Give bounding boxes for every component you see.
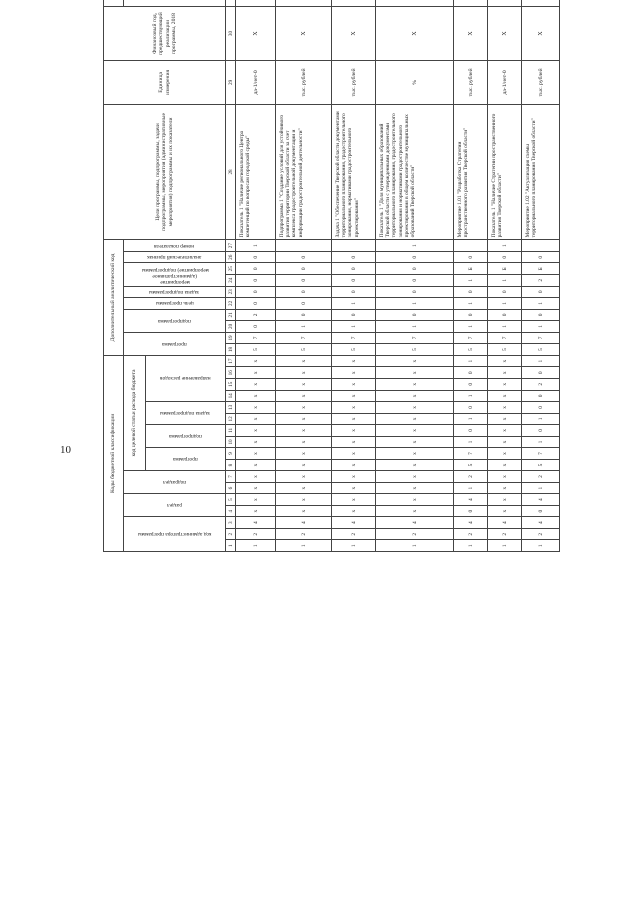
subprogram-header: подпрограмма bbox=[146, 425, 226, 448]
code-cell: x bbox=[332, 425, 376, 437]
code-cell: 1 bbox=[376, 298, 454, 310]
code-cell: 5 bbox=[276, 344, 332, 356]
code-cell: Б bbox=[454, 263, 488, 275]
table-row bbox=[488, 0, 522, 552]
row-name: Мероприятие 1.01 "Разработка Стратегии пространственного развития Тверской области" bbox=[454, 104, 488, 240]
code-cell: x bbox=[376, 425, 454, 437]
code-cell: 0 bbox=[236, 251, 276, 263]
code-cell: 0 bbox=[454, 505, 488, 517]
code-cell: 0 bbox=[454, 367, 488, 379]
code-cell: x bbox=[236, 402, 276, 414]
code-cell: 4 bbox=[454, 494, 488, 506]
code-cell: 2 bbox=[332, 528, 376, 540]
code-cell: 1 bbox=[454, 390, 488, 402]
code-cell: x bbox=[276, 367, 332, 379]
code-cell: 0 bbox=[488, 251, 522, 263]
code-cell: 0 bbox=[522, 402, 560, 414]
code-cell: 2 bbox=[376, 528, 454, 540]
code-cell: 2 bbox=[454, 471, 488, 483]
code-cell: 0 bbox=[454, 286, 488, 298]
code-cell: x bbox=[236, 379, 276, 391]
code-cell: x bbox=[236, 448, 276, 460]
code-cell: 1 bbox=[236, 240, 276, 252]
code-cell: 0 bbox=[276, 263, 332, 275]
column-number: 2 bbox=[226, 528, 236, 540]
code-cell: 0 bbox=[376, 275, 454, 287]
code-cell: 1 bbox=[454, 298, 488, 310]
code-cell: x bbox=[488, 390, 522, 402]
code-cell: x bbox=[488, 459, 522, 471]
code-cell: 0 bbox=[376, 286, 454, 298]
code-cell: x bbox=[488, 471, 522, 483]
code-cell: 2 bbox=[522, 275, 560, 287]
code-cell: 7 bbox=[522, 332, 560, 344]
years-group-header bbox=[104, 0, 124, 6]
code-cell: x bbox=[332, 482, 376, 494]
row-unit: тыс. рублей bbox=[454, 61, 488, 104]
target-code-header: код целевой статьи расхода бюджета bbox=[124, 355, 146, 471]
code-cell: 0 bbox=[376, 251, 454, 263]
row-unit: тыс. рублей bbox=[276, 61, 332, 104]
code-cell: x bbox=[332, 379, 376, 391]
code-cell: x bbox=[376, 448, 454, 460]
table-frame bbox=[103, 12, 619, 881]
code-cell: x bbox=[332, 367, 376, 379]
program-table bbox=[103, 0, 560, 552]
code-cell: 0 bbox=[488, 286, 522, 298]
code-cell: x bbox=[488, 413, 522, 425]
code-cell: x bbox=[276, 459, 332, 471]
code-cell: x bbox=[236, 471, 276, 483]
code-cell: 0 bbox=[236, 286, 276, 298]
code-cell: x bbox=[332, 471, 376, 483]
code-cell: x bbox=[332, 390, 376, 402]
row-unit: тыс. рублей bbox=[332, 61, 376, 104]
table-row bbox=[376, 0, 454, 552]
code-cell: 1 bbox=[332, 540, 376, 552]
code-cell: 1 bbox=[488, 321, 522, 333]
code-cell: 4 bbox=[522, 494, 560, 506]
code-cell: x bbox=[276, 355, 332, 367]
column-number: 1 bbox=[226, 540, 236, 552]
column-number: 12 bbox=[226, 413, 236, 425]
code-cell: 1 bbox=[454, 436, 488, 448]
code-cell: 0 bbox=[236, 275, 276, 287]
code-cell: 0 bbox=[454, 402, 488, 414]
code-cell: x bbox=[376, 482, 454, 494]
code-cell: 1 bbox=[332, 321, 376, 333]
column-number: 9 bbox=[226, 448, 236, 460]
code-cell: x bbox=[276, 413, 332, 425]
code-cell: 0 bbox=[236, 298, 276, 310]
column-number: 11 bbox=[226, 425, 236, 437]
code-cell: x bbox=[376, 379, 454, 391]
code-cell: 4 bbox=[522, 517, 560, 529]
task-header: задача подпрограммы bbox=[146, 402, 226, 425]
code-cell bbox=[332, 240, 376, 252]
code-cell: 0 bbox=[276, 251, 332, 263]
code-cell: x bbox=[276, 402, 332, 414]
code-cell: x bbox=[332, 413, 376, 425]
unit-header: Единица измерения bbox=[104, 61, 226, 104]
year-value bbox=[332, 0, 376, 6]
code-cell bbox=[522, 240, 560, 252]
column-number: 29 bbox=[226, 61, 236, 104]
code-cell: 0 bbox=[488, 309, 522, 321]
row-name: Мероприятие 1.02 "Актуализация схемы территориального планирования Тверской области" bbox=[522, 104, 560, 240]
subsection-header: подраздел bbox=[124, 471, 226, 494]
code-cell: 0 bbox=[236, 263, 276, 275]
column-number: 4 bbox=[226, 505, 236, 517]
column-number: 24 bbox=[226, 275, 236, 287]
code-cell: 0 bbox=[454, 251, 488, 263]
code-cell: 7 bbox=[236, 332, 276, 344]
code-cell: 5 bbox=[522, 344, 560, 356]
table-row bbox=[332, 0, 376, 552]
code-cell: x bbox=[332, 436, 376, 448]
code-cell: 4 bbox=[454, 517, 488, 529]
code-cell: 1 bbox=[522, 540, 560, 552]
a-program-header: программа bbox=[124, 332, 226, 355]
code-cell: x bbox=[276, 436, 332, 448]
code-cell: 1 bbox=[488, 298, 522, 310]
column-number: 8 bbox=[226, 459, 236, 471]
code-cell: 2 bbox=[236, 309, 276, 321]
column-numbers-row bbox=[226, 0, 236, 552]
code-cell: 2 bbox=[236, 528, 276, 540]
year-value bbox=[488, 0, 522, 6]
code-cell: x bbox=[488, 355, 522, 367]
column-number: 6 bbox=[226, 482, 236, 494]
code-cell: x bbox=[276, 390, 332, 402]
code-cell: 0 bbox=[522, 309, 560, 321]
code-cell: 4 bbox=[376, 517, 454, 529]
code-cell: 7 bbox=[276, 332, 332, 344]
row-unit: тыс. рублей bbox=[522, 61, 560, 104]
code-cell: 7 bbox=[454, 448, 488, 460]
code-cell: 0 bbox=[376, 263, 454, 275]
code-cell: x bbox=[488, 505, 522, 517]
column-number: 20 bbox=[226, 321, 236, 333]
year-value bbox=[522, 0, 560, 6]
year-value bbox=[276, 0, 332, 6]
code-cell: x bbox=[488, 482, 522, 494]
code-cell: 1 bbox=[454, 355, 488, 367]
code-cell: 4 bbox=[332, 517, 376, 529]
code-cell: 1 bbox=[488, 240, 522, 252]
code-cell: x bbox=[332, 459, 376, 471]
code-cell: 1 bbox=[376, 540, 454, 552]
code-cell: 0 bbox=[522, 286, 560, 298]
admin-code-header: код администратора программы bbox=[124, 517, 226, 552]
column-number: 22 bbox=[226, 298, 236, 310]
code-cell: 2 bbox=[488, 528, 522, 540]
year-value bbox=[376, 0, 454, 6]
code-cell: 0 bbox=[522, 505, 560, 517]
code-cell: 0 bbox=[454, 309, 488, 321]
code-cell: 4 bbox=[276, 517, 332, 529]
code-cell bbox=[454, 240, 488, 252]
column-number bbox=[226, 0, 236, 6]
code-cell: 0 bbox=[276, 275, 332, 287]
row-unit: % bbox=[376, 61, 454, 104]
code-cell: x bbox=[276, 505, 332, 517]
code-cell: 0 bbox=[276, 286, 332, 298]
row-unit: да-1/нет-0 bbox=[236, 61, 276, 104]
code-cell: 2 bbox=[522, 471, 560, 483]
code-cell: 5 bbox=[488, 344, 522, 356]
page-number: 10 bbox=[60, 444, 71, 456]
year-2019-header bbox=[124, 0, 226, 6]
row-name: Задача 1 "Обеспечение Тверской области документами территориального планирования, градостроительного зонирования, нормативами градостроительного проектирования" bbox=[332, 104, 376, 240]
year-value bbox=[236, 0, 276, 6]
column-number: 23 bbox=[226, 286, 236, 298]
code-cell: 7 bbox=[488, 332, 522, 344]
row-fin-year: X bbox=[488, 6, 522, 60]
code-cell: x bbox=[488, 436, 522, 448]
code-cell: x bbox=[332, 402, 376, 414]
code-cell: 7 bbox=[522, 448, 560, 460]
column-number: 17 bbox=[226, 355, 236, 367]
code-cell: x bbox=[236, 367, 276, 379]
code-cell: 0 bbox=[332, 275, 376, 287]
code-cell: 1 bbox=[276, 540, 332, 552]
a-task-header: цель программы bbox=[124, 298, 226, 310]
code-cell: x bbox=[488, 425, 522, 437]
direction-header: направление расходов bbox=[146, 355, 226, 401]
table-row bbox=[276, 0, 332, 552]
code-cell: 0 bbox=[276, 309, 332, 321]
code-cell: 0 bbox=[454, 425, 488, 437]
code-cell: 2 bbox=[276, 528, 332, 540]
row-fin-year: X bbox=[376, 6, 454, 60]
code-cell: 1 bbox=[454, 482, 488, 494]
code-cell: 1 bbox=[454, 413, 488, 425]
code-cell: x bbox=[332, 494, 376, 506]
code-cell: 1 bbox=[522, 482, 560, 494]
code-cell: Б bbox=[522, 263, 560, 275]
code-cell: x bbox=[376, 402, 454, 414]
column-number: 16 bbox=[226, 367, 236, 379]
a-task2-header: задача подпрограммы bbox=[124, 286, 226, 298]
code-cell: x bbox=[236, 413, 276, 425]
code-cell: 5 bbox=[454, 459, 488, 471]
budget-classification-header: Коды бюджетной классификации bbox=[104, 355, 124, 551]
fin-year-header: Финансовый год, предшествующий реализации программы, 2018 bbox=[104, 6, 226, 60]
column-number: 27 bbox=[226, 240, 236, 252]
code-cell: x bbox=[236, 390, 276, 402]
table-row bbox=[522, 0, 560, 552]
column-number: 15 bbox=[226, 379, 236, 391]
code-cell: x bbox=[488, 379, 522, 391]
code-cell: 1 bbox=[488, 540, 522, 552]
code-cell bbox=[276, 240, 332, 252]
row-name: Показатель 1 "Доля муниципальных образований Тверской области с утвержденными документами территориального планирования, градостроительного зонирования и нормативами градостроительного проектирования в общем количестве муниципальных образований Тверской области" bbox=[376, 104, 454, 240]
row-name: Показатель 1 "Наличие Стратегии пространственного развития Тверской области" bbox=[488, 104, 522, 240]
a-indicator-header: аналитический признак bbox=[124, 251, 226, 263]
code-cell: 7 bbox=[376, 332, 454, 344]
row-fin-year: X bbox=[454, 6, 488, 60]
code-cell: 2 bbox=[454, 528, 488, 540]
column-number: 25 bbox=[226, 263, 236, 275]
column-number: 14 bbox=[226, 390, 236, 402]
code-cell: 0 bbox=[332, 286, 376, 298]
code-cell: x bbox=[376, 390, 454, 402]
table-row bbox=[236, 0, 276, 552]
code-cell: 5 bbox=[454, 344, 488, 356]
code-cell: x bbox=[236, 482, 276, 494]
code-cell: 0 bbox=[376, 309, 454, 321]
code-cell: 1 bbox=[236, 540, 276, 552]
code-cell: 1 bbox=[454, 275, 488, 287]
table-row bbox=[454, 0, 488, 552]
code-cell: 0 bbox=[276, 298, 332, 310]
code-cell: x bbox=[236, 436, 276, 448]
code-cell: 1 bbox=[454, 540, 488, 552]
column-number: 5 bbox=[226, 494, 236, 506]
code-cell: x bbox=[376, 471, 454, 483]
code-cell: 1 bbox=[522, 298, 560, 310]
code-cell: x bbox=[276, 494, 332, 506]
code-cell: x bbox=[376, 436, 454, 448]
row-fin-year: X bbox=[522, 6, 560, 60]
code-cell: 5 bbox=[376, 344, 454, 356]
column-number: 21 bbox=[226, 309, 236, 321]
program-header: программа bbox=[146, 448, 226, 471]
code-cell: x bbox=[488, 448, 522, 460]
code-cell: 1 bbox=[522, 436, 560, 448]
code-cell: x bbox=[332, 448, 376, 460]
code-cell: 7 bbox=[454, 332, 488, 344]
row-fin-year: X bbox=[236, 6, 276, 60]
code-cell: x bbox=[236, 505, 276, 517]
code-cell: 7 bbox=[332, 332, 376, 344]
code-cell: 2 bbox=[522, 379, 560, 391]
column-number: 13 bbox=[226, 402, 236, 414]
code-cell: 1 bbox=[522, 321, 560, 333]
row-unit: да-1/нет-0 bbox=[488, 61, 522, 104]
code-cell: x bbox=[276, 471, 332, 483]
code-cell: 0 bbox=[332, 251, 376, 263]
code-cell: x bbox=[376, 355, 454, 367]
column-number: 30 bbox=[226, 6, 236, 60]
code-cell: 1 bbox=[454, 321, 488, 333]
column-number: 3 bbox=[226, 517, 236, 529]
code-cell: 0 bbox=[332, 309, 376, 321]
code-cell: 1 bbox=[522, 413, 560, 425]
code-cell: 1 bbox=[522, 355, 560, 367]
column-number: 18 bbox=[226, 344, 236, 356]
rotated-table bbox=[103, 0, 619, 552]
a-num-header: номер показателя bbox=[124, 240, 226, 252]
code-cell: Б bbox=[488, 263, 522, 275]
code-cell: x bbox=[376, 413, 454, 425]
code-cell: x bbox=[376, 367, 454, 379]
code-cell: x bbox=[332, 355, 376, 367]
code-cell: x bbox=[276, 448, 332, 460]
additional-code-header: Дополнительный аналитический код bbox=[104, 240, 124, 355]
code-cell: 0 bbox=[332, 263, 376, 275]
column-number: 10 bbox=[226, 436, 236, 448]
code-cell: x bbox=[236, 355, 276, 367]
code-cell: 1 bbox=[376, 240, 454, 252]
code-cell: x bbox=[376, 494, 454, 506]
code-cell: 5 bbox=[236, 344, 276, 356]
code-cell: x bbox=[236, 459, 276, 471]
code-cell: x bbox=[276, 379, 332, 391]
names-header: Цели программы, подпрограммы, задачи подпрограммы, мероприятия (административные мероприятия) подпрограммы и их показатели bbox=[104, 104, 226, 240]
code-cell: 2 bbox=[522, 528, 560, 540]
code-cell: x bbox=[376, 505, 454, 517]
code-cell: x bbox=[488, 367, 522, 379]
code-cell: 0 bbox=[522, 390, 560, 402]
code-cell: 4 bbox=[488, 517, 522, 529]
code-cell: x bbox=[332, 505, 376, 517]
code-cell: x bbox=[488, 402, 522, 414]
code-cell: x bbox=[236, 494, 276, 506]
code-cell: x bbox=[276, 482, 332, 494]
row-name: Показатель 1 "Наличие регионального Центра компетенций по вопросам городской среды" bbox=[236, 104, 276, 240]
code-cell: 0 bbox=[454, 379, 488, 391]
code-cell: 0 bbox=[236, 321, 276, 333]
row-name: Подпрограмма 1 "Создание условий для устойчивого развития территории Тверской области за счет комплекса градостроительной документации и информации градостроительной деятельности" bbox=[276, 104, 332, 240]
code-cell: 1 bbox=[276, 321, 332, 333]
code-cell: 0 bbox=[522, 367, 560, 379]
code-cell: 0 bbox=[522, 251, 560, 263]
year-value bbox=[454, 0, 488, 6]
column-number: 7 bbox=[226, 471, 236, 483]
code-cell: x bbox=[236, 425, 276, 437]
a-subprogram-header: подпрограмма bbox=[124, 309, 226, 332]
row-fin-year: X bbox=[332, 6, 376, 60]
a-event-header: мероприятие (административное мероприятие) подпрограммы bbox=[124, 263, 226, 286]
section-header: раздел bbox=[124, 494, 226, 517]
code-cell: 5 bbox=[332, 344, 376, 356]
code-cell: 5 bbox=[522, 459, 560, 471]
code-cell: x bbox=[376, 459, 454, 471]
code-cell: 1 bbox=[332, 298, 376, 310]
code-cell: x bbox=[488, 494, 522, 506]
column-number: 26 bbox=[226, 251, 236, 263]
code-cell: 4 bbox=[236, 517, 276, 529]
column-number: 19 bbox=[226, 332, 236, 344]
code-cell: x bbox=[276, 425, 332, 437]
column-number: 28 bbox=[226, 104, 236, 240]
code-cell: 0 bbox=[522, 425, 560, 437]
code-cell: 1 bbox=[488, 275, 522, 287]
row-fin-year: X bbox=[276, 6, 332, 60]
code-cell: 1 bbox=[376, 321, 454, 333]
